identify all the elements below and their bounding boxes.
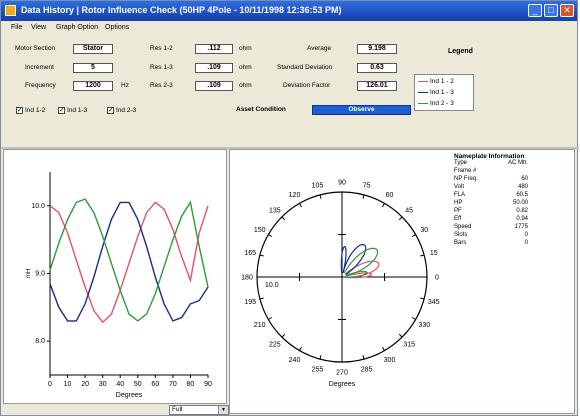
frequency-unit: Hz (121, 82, 129, 89)
polar-tick (320, 355, 321, 359)
asset-condition-label: Asset Condition (236, 106, 286, 113)
y-axis-label: mH (26, 268, 32, 279)
polar-tick (420, 298, 424, 299)
polar-angle-label: 60 (385, 192, 394, 200)
ind12-label: Ind 1-2 (25, 107, 46, 114)
polar-tick (412, 318, 415, 320)
legend-item-ind23 (418, 100, 454, 108)
minimize-button[interactable]: _ (528, 4, 542, 17)
x-axis-label: Degrees (115, 392, 143, 399)
res23-field[interactable]: .109 (195, 81, 233, 91)
polar-tick (399, 334, 402, 337)
x-tick-label: 40 (116, 381, 125, 388)
nameplate-value: 0 (524, 232, 528, 238)
ind23-label: Ind 2-3 (116, 107, 137, 114)
res13-unit: ohm (239, 64, 252, 71)
polar-angle-label: 0 (435, 274, 439, 282)
legend-item-label: Ind 1 - 3 (430, 89, 454, 96)
x-tick-label: 30 (98, 381, 107, 388)
x-tick-label: 60 (151, 381, 160, 388)
polar-tick (412, 235, 415, 237)
polar-angle-label: 105 (311, 182, 324, 190)
frequency-field[interactable]: 1200 (73, 81, 113, 91)
dev-field[interactable]: 126.01 (357, 81, 397, 91)
polar-angle-label: 120 (288, 192, 301, 200)
nameplate-value: 0 (524, 240, 528, 246)
res13-label: Res 1-3 (150, 64, 173, 71)
nameplate-row (454, 240, 569, 248)
polar-tick (420, 255, 424, 256)
polar-angle-label: 255 (311, 366, 324, 374)
polar-angle-label: 225 (268, 341, 281, 349)
nameplate-key: PF (454, 208, 462, 214)
polar-tick (399, 217, 402, 220)
y-tick-label: 9.0 (35, 270, 45, 278)
nameplate-key: Speed (454, 224, 472, 230)
polar-angle-label: 90 (338, 179, 346, 187)
polar-tick (363, 355, 364, 359)
series-line-3 (50, 199, 208, 321)
res13-field[interactable]: .109 (195, 63, 233, 73)
menu-graph-option[interactable]: Graph Option (56, 24, 99, 31)
ind13-checkbox[interactable]: ✓ (59, 107, 65, 114)
nameplate-value: 480 (517, 184, 528, 190)
nameplate-value: 60 (521, 176, 528, 182)
polar-tick (268, 318, 271, 320)
legend-item-label: Ind 1 - 2 (430, 78, 454, 85)
polar-angle-label: 240 (288, 356, 301, 364)
x-tick-label: 0 (48, 381, 52, 388)
nameplate-key: HP (454, 200, 463, 206)
legend-box (414, 74, 474, 111)
polar-radial-label: 10.0 (265, 282, 279, 289)
nameplate-value: 60.5 (516, 192, 528, 198)
parameters-panel (3, 36, 575, 146)
nameplate-key: Frame # (454, 168, 477, 174)
polar-angle-label: 15 (429, 249, 438, 257)
nameplate-info (454, 153, 569, 248)
polar-tick (282, 334, 285, 337)
polar-angle-label: 315 (403, 341, 416, 349)
x-tick-label: 10 (63, 381, 72, 388)
polar-angle-label: 30 (420, 227, 429, 234)
menu-bar (1, 22, 577, 35)
x-tick-label: 90 (204, 381, 212, 388)
ind13-label: Ind 1-3 (67, 107, 88, 114)
x-tick-label: 70 (168, 381, 177, 388)
nameplate-row (454, 168, 569, 176)
maximize-button[interactable]: □ (544, 4, 558, 17)
ind23-checkbox[interactable]: ✓ (108, 107, 114, 114)
polar-angle-label: 180 (241, 274, 253, 282)
nameplate-key: NP Freq. (454, 176, 478, 182)
nameplate-row (454, 216, 569, 224)
motor-section-field[interactable]: Stator (73, 44, 113, 54)
x-tick-label: 50 (133, 381, 142, 388)
window-title: Data History | Rotor Influence Check (50HP 4Pole - 10/11/1998 12:36:53 PM) (21, 5, 342, 15)
res12-unit: ohm (239, 45, 252, 52)
nameplate-key: Type (454, 160, 468, 166)
menu-view[interactable]: View (31, 24, 47, 31)
polar-tick (260, 298, 264, 299)
nameplate-row (454, 232, 569, 240)
increment-field[interactable]: 5 (73, 63, 113, 73)
res23-label: Res 2-3 (150, 82, 173, 89)
res12-field[interactable]: .112 (195, 44, 233, 54)
legend-title: Legend (448, 48, 473, 55)
y-tick-label: 10.0 (31, 202, 45, 210)
nameplate-value: 0.82 (516, 208, 528, 214)
nameplate-key: Eff (454, 216, 462, 222)
line-chart-panel (3, 149, 227, 404)
polar-angle-label: 330 (418, 322, 431, 329)
average-label: Average (307, 45, 332, 52)
nameplate-row (454, 208, 569, 216)
menu-options[interactable]: Options (105, 24, 130, 31)
frequency-label: Frequency (25, 82, 56, 89)
nameplate-row (454, 224, 569, 232)
ind12-checkbox[interactable]: ✓ (17, 107, 23, 114)
nameplate-row (454, 192, 569, 200)
app-icon (5, 5, 16, 16)
polar-tick (363, 195, 364, 199)
polar-tick (383, 203, 385, 206)
motor-section-label: Motor Section (15, 45, 56, 52)
line-chart (4, 150, 226, 403)
nameplate-value: 50.00 (512, 200, 528, 206)
polar-angle-label: 75 (362, 182, 371, 190)
nameplate-key: Slots (454, 232, 468, 238)
nameplate-row (454, 200, 569, 208)
dev-label: Deviation Factor (283, 82, 331, 89)
nameplate-key: Volt (454, 184, 465, 190)
chevron-down-icon[interactable]: ▼ (218, 406, 228, 414)
title-bar[interactable] (1, 1, 577, 21)
nameplate-title: Nameplate Information (454, 153, 525, 160)
res23-unit: ohm (239, 82, 252, 89)
x-tick-label: 80 (186, 381, 195, 388)
nameplate-key: FLA (454, 192, 466, 198)
polar-angle-label: 195 (244, 299, 257, 307)
std-label: Standard Deviation (277, 64, 333, 71)
polar-angle-label: 285 (360, 366, 373, 374)
polar-angle-label: 270 (336, 369, 348, 377)
y-tick-label: 8.0 (35, 338, 45, 346)
increment-label: Increment (25, 64, 54, 71)
nameplate-value: 1775 (514, 224, 528, 230)
polar-angle-label: 135 (268, 207, 281, 215)
nameplate-value: 0.94 (516, 216, 528, 222)
legend (411, 44, 511, 144)
polar-angle-label: 345 (427, 299, 440, 307)
polar-tick (383, 347, 385, 350)
polar-x-label: Degrees (328, 381, 356, 388)
polar-angle-label: 300 (383, 356, 396, 364)
legend-swatch (418, 92, 428, 93)
polar-angle-label: 45 (405, 207, 414, 215)
nameplate-row (454, 160, 569, 168)
nameplate-key: Bars (454, 240, 467, 246)
legend-swatch (418, 103, 428, 104)
legend-swatch (418, 81, 428, 82)
average-field[interactable]: 9.198 (357, 44, 397, 54)
polar-tick (282, 217, 285, 220)
legend-item-label: Ind 2 - 3 (430, 100, 454, 107)
res12-label: Res 1-2 (150, 45, 173, 52)
polar-angle-label: 210 (253, 322, 266, 329)
polar-angle-label: 150 (253, 227, 266, 234)
nameplate-value: AC Mtr. (507, 160, 528, 166)
polar-tick (320, 195, 321, 199)
polar-tick (268, 235, 271, 237)
legend-item-ind13 (418, 89, 454, 97)
nameplate-row (454, 184, 569, 192)
polar-tick (260, 255, 264, 256)
nameplate-row (454, 176, 569, 184)
asset-condition-status: Observe (312, 105, 411, 115)
menu-file[interactable]: File (11, 24, 23, 31)
view-range-dropdown[interactable] (169, 405, 229, 415)
polar-chart-panel (229, 149, 575, 414)
x-tick-label: 20 (81, 381, 90, 388)
std-field[interactable]: 0.63 (357, 63, 397, 73)
view-range-value: Full (172, 406, 183, 413)
series-line-1 (50, 202, 208, 322)
polar-tick (300, 347, 302, 350)
polar-angle-label: 165 (244, 249, 257, 257)
legend-item-ind12 (418, 78, 454, 86)
close-button[interactable]: ✕ (560, 4, 574, 17)
polar-tick (300, 203, 302, 206)
